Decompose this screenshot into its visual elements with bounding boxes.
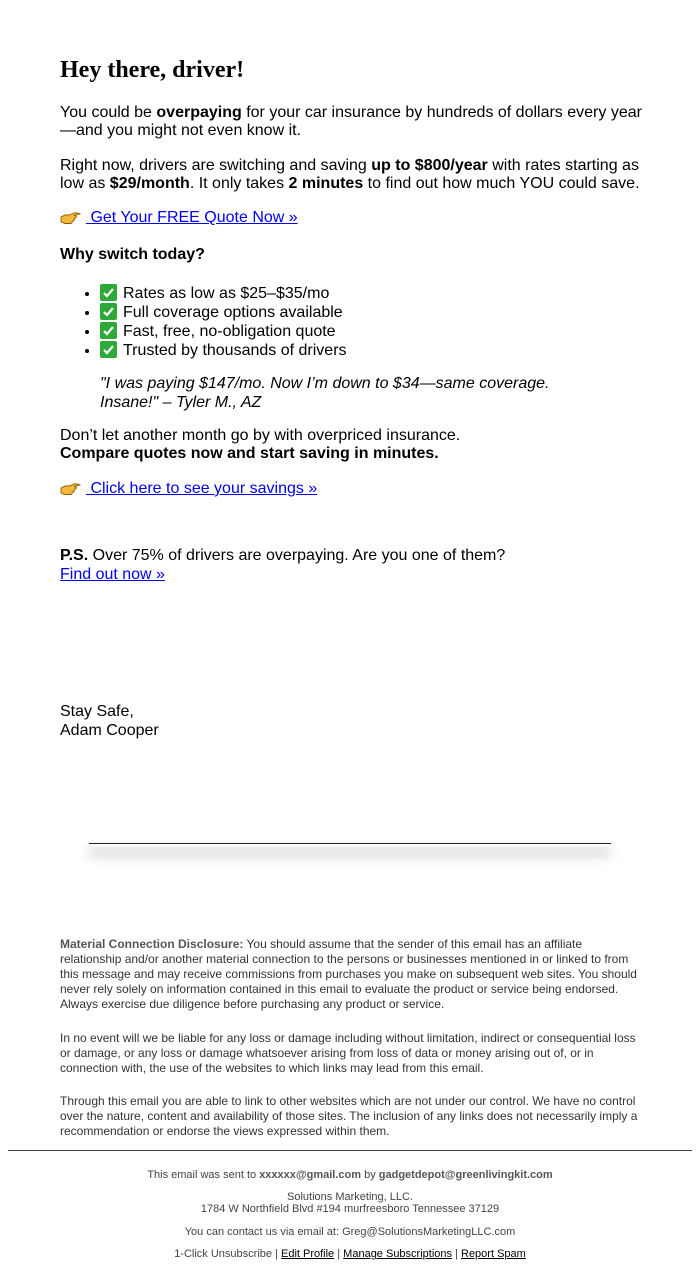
urgency-text: Don’t let another month go by with overpriced insurance.: [60, 427, 461, 444]
sent-to-line: This email was sent to xxxxxx@gmail.com by gadgetdepot@greenlivingkit.com: [147, 1169, 553, 1181]
unsubscribe-text[interactable]: 1-Click Unsubscribe: [174, 1248, 272, 1260]
pointing-hand-icon: [60, 211, 82, 230]
intro-paragraph-1: You could be overpaying for your car insurance by hundreds of dollars every year—and you might not even know it.: [60, 104, 642, 139]
list-item: • Full coverage options available: [100, 303, 650, 322]
check-mark-icon: [100, 341, 117, 358]
ps-text: P.S. Over 75% of drivers are overpaying. Are you one of them?: [60, 547, 506, 564]
report-spam-link[interactable]: Report Spam: [461, 1248, 526, 1260]
external-links-disclaimer: Through this email you are able to link to other websites which are not under our control. We have no control over the nature, content and availability of those sites. The inclusion of any links does not necessarily imply a recommendation or endorse the views expressed within them.: [60, 1094, 638, 1138]
find-out-now-link[interactable]: Find out now »: [60, 566, 165, 583]
signer-name: Adam Cooper: [60, 722, 159, 739]
intro-paragraph-2: Right now, drivers are switching and saving up to $800/year with rates starting as low as $29/month. It only takes 2 minutes to find out how much YOU could save.: [60, 157, 640, 192]
material-disclosure: Material Connection Disclosure: You should assume that the sender of this email has an affiliate relationship and/or another material connection to the persons or businesses mentioned in or linked to from this message and may receive commissions from purchases you make on subsequent web sites. You should never rely solely on information contained in this email to evaluate the product or service being endorsed. Always exercise due diligence before purchasing any product or service.: [60, 937, 637, 1011]
greeting-heading: Hey there, driver!: [60, 57, 245, 83]
company-name: Solutions Marketing, LLC.: [287, 1191, 413, 1203]
check-mark-icon: [100, 284, 117, 301]
see-savings-link[interactable]: Click here to see your savings »: [86, 480, 318, 497]
get-free-quote-link[interactable]: Get Your FREE Quote Now »: [86, 209, 298, 226]
list-item: • Trusted by thousands of drivers: [100, 341, 650, 360]
check-mark-icon: [100, 322, 117, 339]
testimonial-quote: "I was paying $147/mo. Now I’m down to $34—same coverage. Insane!" – Tyler M., AZ: [100, 375, 550, 411]
company-address: 1784 W Northfield Blvd #194 murfreesboro Tennessee 37129: [200, 1203, 500, 1215]
cta-quote-row: [60, 209, 650, 230]
edit-profile-link[interactable]: Edit Profile: [280, 1248, 335, 1260]
shadow-divider: [89, 843, 611, 846]
cta-savings-row: [60, 480, 650, 501]
pointing-hand-icon: [60, 482, 82, 501]
contact-line: You can contact us via email at: Greg@SolutionsMarketingLLC.com: [184, 1226, 516, 1238]
manage-subscriptions-link[interactable]: Manage Subscriptions: [343, 1248, 453, 1260]
list-item: • Fast, free, no-obligation quote: [100, 322, 650, 341]
check-mark-icon: [100, 303, 117, 320]
why-switch-heading: Why switch today?: [60, 246, 205, 263]
footer-divider: [8, 1150, 692, 1151]
list-item: • Rates as low as $25–$35/mo: [100, 284, 650, 303]
ps-link-row: [60, 566, 650, 584]
signoff-text: Stay Safe,: [60, 703, 134, 720]
liability-disclaimer: In no event will we be liable for any loss or damage including without limitation, indirect or consequential loss or damage, or any loss or damage whatsoever arising from loss of data or money arising out of, or in connection with, the use of the websites to which links may lead from this email.: [60, 1031, 636, 1075]
footer-links: 1-Click Unsubscribe | Edit Profile | Manage Subscriptions | Report Spam: [174, 1248, 526, 1260]
benefits-list: [60, 284, 650, 360]
urgency-bold-text: Compare quotes now and start saving in minutes.: [60, 445, 439, 462]
